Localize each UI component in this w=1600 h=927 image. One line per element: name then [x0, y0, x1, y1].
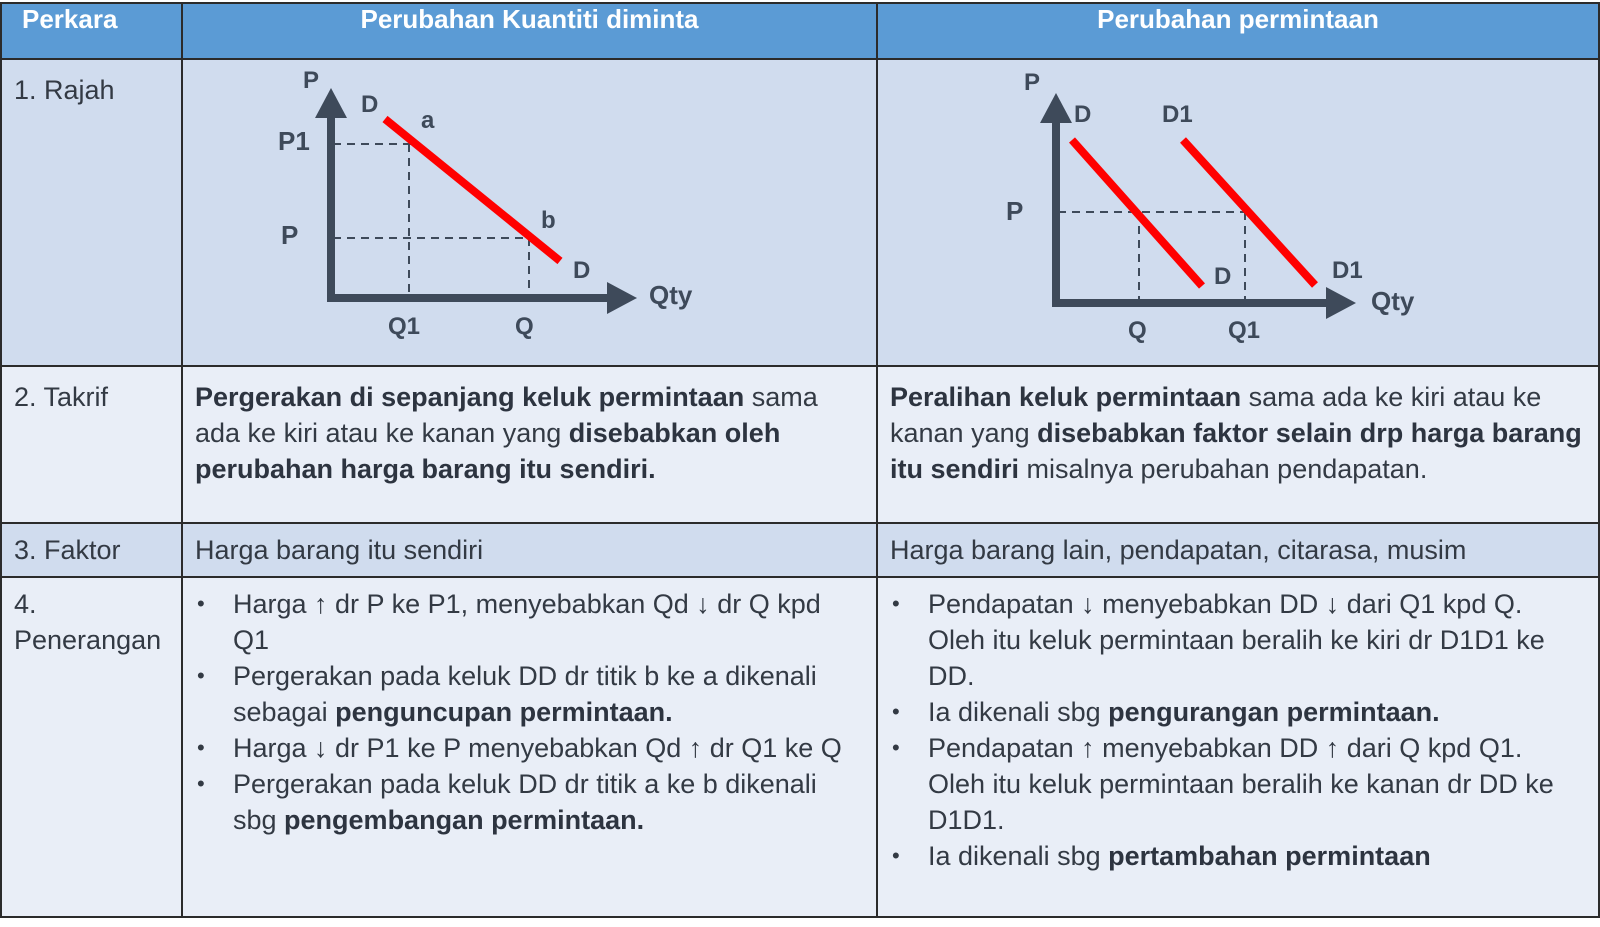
row-label-faktor: 3. Faktor — [1, 523, 182, 577]
row-faktor — [1, 523, 1599, 577]
diagram-demand-shift — [878, 60, 1596, 360]
bullet-bold: penguncupan permintaan. — [335, 697, 673, 727]
header-perkara: Perkara — [1, 3, 182, 59]
row-rajah — [1, 59, 1599, 366]
q-label: Q — [515, 313, 534, 340]
q-label: Q — [1128, 317, 1147, 344]
bullet-text: Ia dikenali sbg — [928, 841, 1109, 871]
takrif-right-bold-1: Peralihan keluk permintaan — [890, 382, 1242, 412]
row-penerangan — [1, 577, 1599, 917]
bullet-text: Pergerakan pada keluk DD dr titik a ke b dikenali sbg — [233, 769, 817, 835]
penerangan-demand-list — [890, 586, 1586, 874]
bullet-bold: pertambahan permintaan — [1108, 841, 1431, 871]
row-label-takrif: 2. Takrif — [1, 366, 182, 523]
d-top-label: D — [361, 91, 379, 118]
takrif-demand-text — [877, 366, 1599, 523]
row-label-penerangan: 4. Penerangan — [1, 577, 182, 917]
bullet-text: Pendapatan ↓ menyebabkan DD ↓ dari Q1 kpd Q. Oleh itu keluk permintaan beralih ke kiri dr D1D1 ke DD. — [928, 589, 1545, 691]
takrif-right-text-1: sama ada ke kiri atau ke kanan yang — [890, 382, 1542, 448]
diagram-quantity-demanded — [183, 60, 874, 360]
p-label: P — [1006, 196, 1024, 226]
x-axis-arrow-icon — [1326, 287, 1356, 319]
header-demand-change: Perubahan permintaan — [877, 3, 1599, 59]
header-row — [1, 3, 1599, 59]
list-item — [195, 586, 864, 658]
q1-label: Q1 — [1228, 317, 1261, 344]
bullet-text: Ia dikenali sbg — [928, 697, 1109, 727]
penerangan-quantity-list — [195, 586, 864, 838]
x-axis-label: Qty — [649, 280, 693, 310]
y-axis-arrow-icon — [1040, 93, 1072, 123]
bullet-text: Pendapatan ↑ menyebabkan DD ↑ dari Q kpd Q1. Oleh itu keluk permintaan beralih ke kanan dr DD ke D1D1. — [928, 733, 1554, 835]
point-a-label: a — [421, 107, 435, 134]
faktor-quantity-text: Harga barang itu sendiri — [182, 523, 877, 577]
p1-label: P1 — [278, 126, 310, 156]
d-top-label: D — [1074, 101, 1092, 128]
x-axis-arrow-icon — [607, 282, 637, 314]
x-axis-label: Qty — [1371, 286, 1415, 316]
takrif-left-bold-1: Pergerakan di sepanjang keluk permintaan — [195, 382, 745, 412]
takrif-right-text-2: misalnya perubahan pendapatan. — [1019, 454, 1428, 484]
point-b-label: b — [541, 207, 556, 234]
bullet-text: Pergerakan pada keluk DD dr titik b ke a dikenali sebagai — [233, 661, 817, 727]
row-takrif — [1, 366, 1599, 523]
y-axis-arrow-icon — [315, 88, 347, 118]
y-axis-label: P — [1024, 69, 1041, 96]
list-item — [890, 838, 1586, 874]
bullet-text: Harga ↓ dr P1 ke P menyebabkan Qd ↑ dr Q1 ke Q — [233, 733, 842, 763]
comparison-table — [0, 2, 1600, 918]
row-label-rajah: 1. Rajah — [1, 59, 182, 366]
penerangan-demand-cell — [877, 577, 1599, 917]
list-item — [195, 730, 864, 766]
takrif-quantity-text — [182, 366, 877, 523]
takrif-left-text-1: sama ada ke kiri atau ke kanan yang — [195, 382, 818, 448]
takrif-right-bold-2: disebabkan faktor selain drp harga barang itu sendiri — [890, 418, 1582, 484]
bullet-text: Harga ↑ dr P ke P1, menyebabkan Qd ↓ dr Q kpd Q1 — [233, 589, 821, 655]
q1-label: Q1 — [388, 313, 421, 340]
list-item — [890, 694, 1586, 730]
takrif-left-bold-2: disebabkan oleh perubahan harga barang itu sendiri. — [195, 418, 781, 484]
list-item — [890, 586, 1586, 694]
y-axis-label: P — [303, 67, 320, 94]
d1-bottom-label: D1 — [1332, 257, 1363, 284]
diagram-cell-quantity — [182, 59, 877, 366]
faktor-demand-text: Harga barang lain, pendapatan, citarasa, musim — [877, 523, 1599, 577]
header-quantity-change: Perubahan Kuantiti diminta — [182, 3, 877, 59]
p-label: P — [281, 220, 299, 250]
list-item — [195, 766, 864, 838]
list-item — [195, 658, 864, 730]
bullet-bold: pengembangan permintaan. — [284, 805, 645, 835]
diagram-cell-demand — [877, 59, 1599, 366]
list-item — [890, 730, 1586, 838]
d1-top-label: D1 — [1162, 101, 1193, 128]
bullet-bold: pengurangan permintaan. — [1108, 697, 1440, 727]
d-bottom-label: D — [1214, 263, 1232, 290]
d-bottom-label: D — [573, 257, 591, 284]
penerangan-quantity-cell — [182, 577, 877, 917]
demand-curve — [385, 119, 560, 261]
